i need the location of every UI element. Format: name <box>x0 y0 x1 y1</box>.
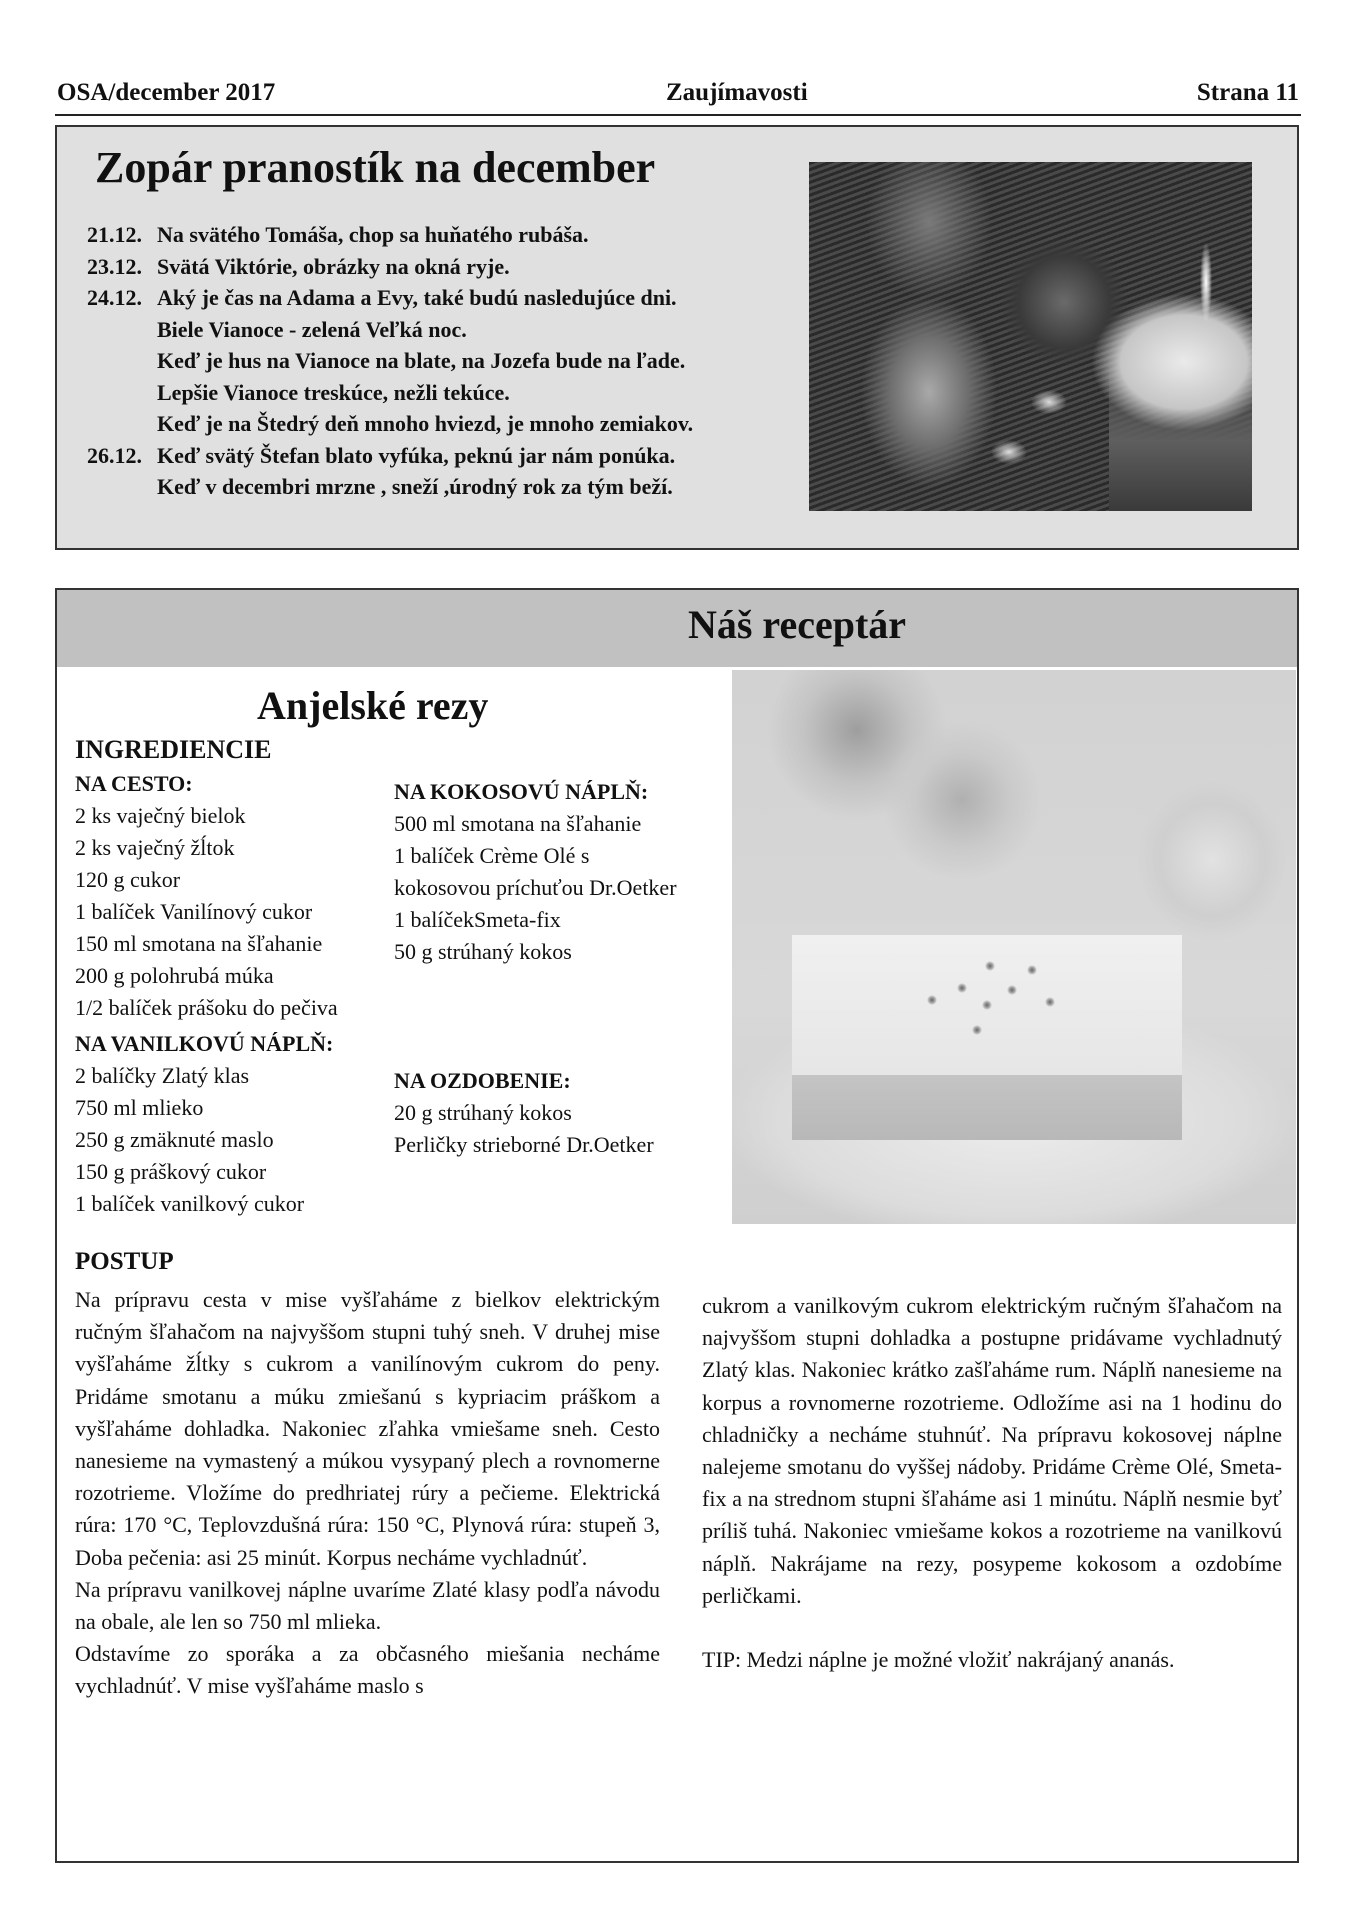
ingredient-item: 150 g práškový cukor <box>75 1159 267 1184</box>
section-label: Zaujímavosti <box>666 79 808 106</box>
pranostiky-title: Zopár pranostík na december <box>95 143 656 192</box>
ingredient-item: 20 g strúhaný kokos <box>394 1100 572 1125</box>
saying-text: Keď v decembri mrzne , sneží ,úrodný rok za tým beží. <box>157 474 673 499</box>
method-paragraph: cukrom a vanilkovým cukrom elektrickým ručným šľahačom na najvyššom stupni dohladka a postupne pridávame vychladnutý Zlatý klas. Nakoniec krátko zašľaháme rum. Náplň nanesieme na korpus a rovnomerne rozotrieme. Odložíme asi na 1 hodinu do chladničky a necháme stuhnúť. Na prípravu kokosovej náplne nalejeme smotanu do vyššej nádoby. Pridáme Crème Olé, Smeta-fix a na strednom stupni šľaháme asi 1 minútu. Náplň nesmie byť príliš tuhá. Nakoniec vmiešame kokos a rozotrieme na vanilkovú náplň. Nakrájame na rezy, posypeme kokosom a ozdobíme perličkami. <box>702 1293 1282 1608</box>
saying-item <box>87 377 827 409</box>
ingredient-item: Perličky strieborné Dr.Oetker <box>394 1132 654 1157</box>
method-paragraph: Na prípravu vanilkovej náplne uvaríme Zlaté klasy podľa návodu na obale, ale len so 750 ml mlieka. <box>75 1576 660 1635</box>
ingredient-item: 1 balíček vanilkový cukor <box>75 1191 305 1216</box>
saying-item <box>87 282 827 314</box>
saying-text: Keď svätý Štefan blato vyfúka, peknú jar nám ponúka. <box>157 442 676 468</box>
ingredients-decoration <box>394 1065 654 1161</box>
ingredient-item: 2 balíčky Zlatý klas <box>75 1063 250 1088</box>
ingredients-heading: INGREDIENCIE <box>75 735 272 764</box>
ingredient-item: 1 balíček Crème Olé s <box>394 843 590 868</box>
saying-text: Aký je čas na Adama a Evy, také budú nasledujúce dni. <box>157 285 677 310</box>
group-title: NA CESTO: <box>75 771 193 796</box>
method-paragraph: Odstavíme zo sporáka a za občasného miešania necháme vychladnúť. V mise vyšľaháme maslo s <box>75 1641 660 1699</box>
ingredient-item: 200 g polohrubá múka <box>75 963 274 988</box>
christmas-candle-photo <box>809 162 1252 511</box>
receptar-title: Náš receptár <box>687 602 907 647</box>
issue-label: OSA/december 2017 <box>57 79 276 106</box>
ingredient-item: 1 balíček Vanilínový cukor <box>75 899 313 924</box>
receptar-header <box>57 590 1297 667</box>
ingredient-item: 1/2 balíček prášoku do pečiva <box>75 995 338 1020</box>
ingredient-item: 120 g cukor <box>75 867 181 892</box>
method-column-left <box>75 1284 660 1703</box>
group-title: NA VANILKOVÚ NÁPLŇ: <box>75 1031 334 1056</box>
saying-text: Lepšie Vianoce treskúce, nežli tekúce. <box>157 379 510 405</box>
saying-text: Keď je hus na Vianoce na blate, na Jozefa bude na ľade. <box>157 348 686 373</box>
ingredient-item: 250 g zmäknuté maslo <box>75 1127 274 1152</box>
method-heading: POSTUP <box>75 1248 174 1275</box>
tip-text: TIP: Medzi náplne je možné vložiť nakrájaný ananás. <box>702 1647 1175 1673</box>
saying-text: Biele Vianoce - zelená Veľká noc. <box>157 316 467 342</box>
ingredient-item: kokosovou príchuťou Dr.Oetker <box>394 875 677 900</box>
pranostiky-list <box>87 219 827 503</box>
ingredient-item: 150 ml smotana na šľahanie <box>75 931 323 956</box>
saying-item <box>87 471 827 503</box>
ingredient-item: 750 ml mlieko <box>75 1095 204 1120</box>
ingredient-item: 1 balíčekSmeta-fix <box>394 907 561 932</box>
saying-item <box>87 408 827 440</box>
cake-photo <box>732 670 1296 1224</box>
method-paragraph: Na prípravu cesta v mise vyšľaháme z bielkov elektrickým ručným šľahačom na najvyššom stupni tuhý sneh. V druhej mise vyšľaháme žĺtky s cukrom a vanilínovým cukrom do peny. Pridáme smotanu a múku zmiešanú s kypriacim práškom a vyšľaháme dohladka. Nakoniec zľahka vmiešame sneh. Cesto nanesieme na vymastený a múkou vysypaný plech a rovnomerne rozotrieme. Vložíme do predhriatej rúry a pečieme. Elektrická rúra: 170 °C, Teplovzdušná rúra: 150 °C, Plynová rúra: stupeň 3, Doba pečenia: asi 25 minút. Korpus necháme vychladnúť. <box>75 1287 660 1570</box>
saying-date: 23.12. <box>87 253 142 279</box>
method-column-right <box>702 1290 1282 1676</box>
ingredient-item: 500 ml smotana na šľahanie <box>394 811 642 836</box>
ingredient-item: 2 ks vaječný žĺtok <box>75 835 235 860</box>
ingredients-dough <box>75 768 338 1024</box>
ingredients-coconut-filling <box>394 776 677 968</box>
saying-item <box>87 219 827 251</box>
group-title: NA KOKOSOVÚ NÁPLŇ: <box>394 779 649 804</box>
page-number: Strana 11 <box>1196 79 1299 106</box>
saying-text: Na svätého Tomáša, chop sa huňatého rubáša. <box>157 222 589 247</box>
receptar-box <box>55 588 1299 1863</box>
saying-date: 21.12. <box>87 222 142 247</box>
pranostiky-box <box>55 125 1299 550</box>
saying-item <box>87 251 827 283</box>
ingredients-vanilla-filling <box>75 1028 333 1220</box>
saying-item <box>87 345 827 377</box>
recipe-title: Anjelské rezy <box>257 683 489 728</box>
saying-text: Svätá Viktórie, obrázky na okná ryje. <box>157 253 510 279</box>
page-header <box>55 78 1301 116</box>
ingredient-item: 50 g strúhaný kokos <box>394 939 572 964</box>
group-title: NA OZDOBENIE: <box>394 1068 571 1093</box>
ingredient-item: 2 ks vaječný bielok <box>75 803 246 828</box>
saying-date: 24.12. <box>87 285 142 310</box>
saying-item <box>87 440 827 472</box>
saying-text: Keď je na Štedrý deň mnoho hviezd, je mnoho zemiakov. <box>157 411 694 436</box>
saying-date: 26.12. <box>87 442 142 468</box>
saying-item <box>87 314 827 346</box>
